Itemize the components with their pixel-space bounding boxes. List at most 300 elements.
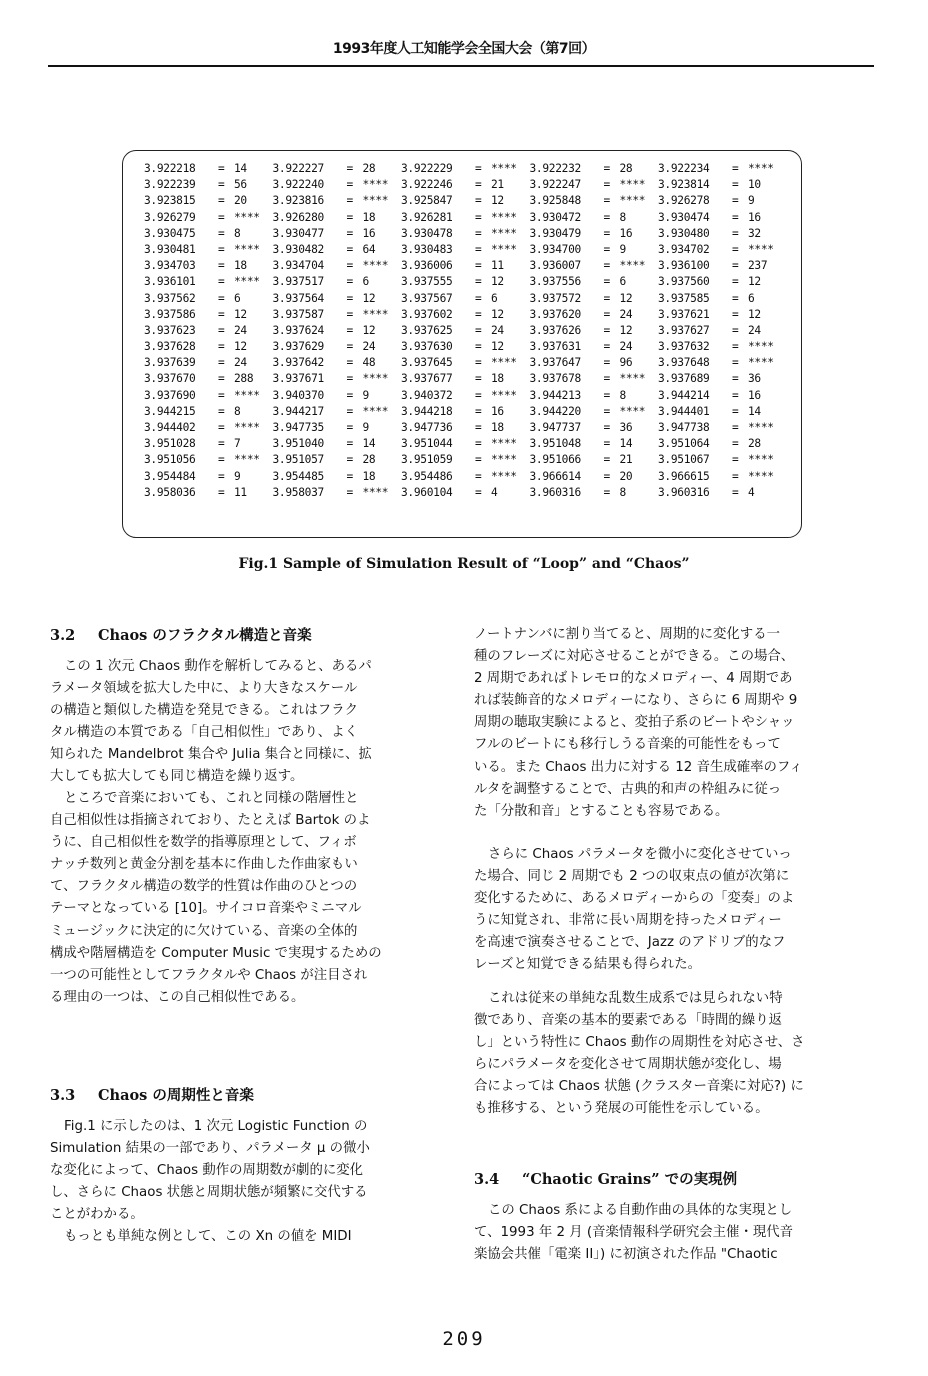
period-value: ****: [362, 485, 389, 499]
period-value: 4: [748, 485, 755, 499]
parameter-value: 3.937602: [401, 307, 453, 321]
parameter-value: 3.937624: [272, 323, 324, 337]
period-value: 28: [619, 162, 633, 175]
period-value: ****: [362, 178, 389, 192]
table-cell: [401, 226, 530, 242]
table-cell: [144, 210, 273, 226]
period-value: ****: [234, 210, 260, 224]
table-cell: [658, 274, 787, 290]
table-cell: [658, 388, 787, 404]
table-cell: [273, 388, 402, 404]
period-value: ****: [748, 356, 774, 370]
text-line: ことがわかる。: [50, 1207, 144, 1223]
parameter-value: 3.937625: [401, 323, 453, 337]
table-cell: [530, 388, 659, 404]
period-value: 6: [619, 275, 626, 289]
period-value: ****: [362, 307, 389, 321]
table-cell: [658, 469, 787, 485]
parameter-value: 3.944213: [529, 388, 581, 402]
table-cell: [401, 258, 530, 274]
parameter-value: 3.937648: [658, 356, 710, 370]
equals-sign: =: [218, 226, 225, 240]
table-cell: [144, 404, 273, 420]
parameter-value: 3.944218: [401, 404, 453, 418]
equals-sign: =: [732, 226, 739, 240]
period-value: 9: [748, 194, 755, 208]
table-cell: [530, 161, 659, 177]
equals-sign: =: [732, 275, 739, 289]
parameter-value: 3.944217: [272, 404, 324, 418]
table-cell: [401, 193, 530, 209]
table-cell: [658, 307, 787, 323]
table-cell: [401, 161, 530, 177]
period-value: 16: [362, 226, 376, 240]
table-cell: [273, 242, 402, 258]
equals-sign: =: [346, 307, 353, 321]
equals-sign: =: [218, 178, 225, 192]
table-cell: [530, 485, 659, 501]
period-value: 48: [362, 356, 376, 370]
period-value: 20: [234, 194, 247, 208]
table-cell: [658, 371, 787, 387]
equals-sign: =: [475, 485, 482, 499]
period-value: 24: [748, 323, 761, 337]
table-cell: [273, 436, 402, 452]
equals-sign: =: [603, 404, 610, 418]
equals-sign: =: [732, 242, 739, 256]
table-row: [144, 291, 787, 307]
paragraph: [474, 1200, 866, 1266]
parameter-value: 3.925848: [529, 194, 581, 208]
section-title: “Chaotic Grains” での実現例: [522, 1171, 738, 1188]
table-row: [144, 485, 787, 501]
table-cell: [144, 274, 273, 290]
table-cell: [658, 436, 787, 452]
equals-sign: =: [603, 291, 610, 305]
equals-sign: =: [346, 372, 353, 386]
equals-sign: =: [346, 388, 353, 402]
equals-sign: =: [346, 485, 353, 499]
period-value: ****: [619, 178, 646, 192]
table-cell: [530, 193, 659, 209]
table-cell: [658, 177, 787, 193]
parameter-value: 3.930482: [272, 242, 324, 256]
section-title: Chaos のフラクタル構造と音楽: [98, 627, 312, 644]
text-line: Fig.1 に示したのは、1 次元 Logistic Function の: [64, 1119, 368, 1134]
table-cell: [401, 452, 530, 468]
period-value: ****: [491, 162, 517, 175]
period-value: 16: [619, 226, 633, 240]
text-line: ルタを調整することで、古典的和声の枠組みに従っ: [474, 781, 782, 797]
table-cell: [273, 420, 402, 436]
table-cell: [144, 388, 273, 404]
paragraph-continued: [474, 624, 866, 823]
text-line: レーズと知覚できる結果も得られた。: [474, 957, 701, 973]
period-value: 11: [234, 485, 247, 499]
equals-sign: =: [218, 194, 225, 208]
equals-sign: =: [475, 194, 482, 208]
period-value: 36: [619, 421, 633, 434]
table-row: [144, 177, 787, 193]
table-cell: [144, 307, 273, 323]
parameter-value: 3.937678: [529, 372, 581, 386]
text-line: もっとも単純な例として、この Xn の値を MIDI: [64, 1229, 352, 1244]
table-row: [144, 469, 787, 485]
period-value: ****: [491, 356, 517, 370]
period-value: 12: [491, 340, 504, 354]
period-value: 12: [619, 291, 633, 305]
table-cell: [658, 485, 787, 501]
parameter-value: 3.930481: [144, 242, 196, 256]
equals-sign: =: [732, 323, 739, 337]
period-value: 96: [619, 356, 633, 370]
period-value: 12: [234, 340, 247, 354]
parameter-value: 3.947738: [658, 421, 710, 434]
equals-sign: =: [475, 210, 482, 224]
table-cell: [273, 177, 402, 193]
table-cell: [273, 210, 402, 226]
text-line: うに、自己相似性を数学的指導原理として、フィボ: [50, 835, 357, 851]
table-cell: [273, 469, 402, 485]
table-row: [144, 258, 787, 274]
parameter-value: 3.936006: [401, 259, 453, 273]
equals-sign: =: [475, 226, 482, 240]
equals-sign: =: [218, 307, 225, 321]
table-cell: [144, 193, 273, 209]
text-line: 自己相似性は指摘されており、たとえば Bartok のよ: [50, 813, 371, 829]
paragraph: [474, 844, 866, 977]
equals-sign: =: [218, 210, 225, 224]
table-cell: [401, 436, 530, 452]
table-cell: [273, 193, 402, 209]
period-value: 14: [362, 437, 376, 451]
period-value: 8: [619, 210, 626, 224]
text-line: さらに Chaos パラメータを微小に変化させていっ: [488, 847, 792, 862]
period-value: 24: [491, 323, 504, 337]
parameter-value: 3.951066: [529, 453, 581, 467]
equals-sign: =: [603, 242, 610, 256]
table-cell: [530, 177, 659, 193]
period-value: 18: [491, 372, 504, 386]
period-value: 12: [234, 307, 247, 321]
parameter-value: 3.937626: [529, 323, 581, 337]
equals-sign: =: [218, 291, 225, 305]
period-value: 28: [748, 437, 761, 451]
equals-sign: =: [603, 275, 610, 289]
parameter-value: 3.922227: [272, 162, 324, 175]
parameter-value: 3.947735: [272, 421, 324, 434]
table-cell: [530, 226, 659, 242]
equals-sign: =: [732, 453, 739, 467]
equals-sign: =: [346, 259, 353, 273]
equals-sign: =: [603, 437, 610, 451]
equals-sign: =: [346, 194, 353, 208]
table-row: [144, 355, 787, 371]
equals-sign: =: [218, 242, 225, 256]
equals-sign: =: [732, 162, 739, 175]
equals-sign: =: [603, 259, 610, 273]
table-cell: [530, 469, 659, 485]
table-cell: [144, 291, 273, 307]
parameter-value: 3.966614: [529, 469, 581, 483]
table-cell: [530, 355, 659, 371]
parameter-value: 3.937620: [529, 307, 581, 321]
paragraph: [50, 656, 442, 789]
parameter-value: 3.937645: [401, 356, 453, 370]
table-cell: [658, 291, 787, 307]
parameter-value: 3.944215: [144, 404, 196, 418]
equals-sign: =: [218, 323, 225, 337]
parameter-value: 3.934704: [272, 259, 324, 273]
equals-sign: =: [218, 421, 225, 434]
equals-sign: =: [732, 178, 739, 192]
equals-sign: =: [732, 404, 739, 418]
equals-sign: =: [218, 388, 225, 402]
equals-sign: =: [475, 259, 482, 273]
equals-sign: =: [475, 242, 482, 256]
parameter-value: 3.922240: [272, 178, 324, 192]
period-value: 16: [748, 210, 761, 224]
parameter-value: 3.922218: [144, 162, 196, 175]
text-line: いる。また Chaos 出力に対する 12 音生成確率のフィ: [474, 759, 803, 775]
table-cell: [530, 420, 659, 436]
period-value: ****: [362, 372, 389, 386]
table-cell: [144, 452, 273, 468]
text-line: の構造と類似した構造を発見できる。これはフラク: [50, 703, 358, 719]
parameter-value: 3.940370: [272, 388, 324, 402]
table-cell: [530, 258, 659, 274]
period-value: ****: [491, 210, 517, 224]
text-line: 合によっては Chaos 状態 (クラスター音楽に対応?) に: [474, 1079, 804, 1095]
period-value: 12: [491, 275, 504, 289]
text-line: うに知覚され、非常に長い周期を持ったメロディー: [474, 913, 782, 929]
parameter-value: 3.934700: [529, 242, 581, 256]
equals-sign: =: [732, 291, 739, 305]
equals-sign: =: [346, 453, 353, 467]
equals-sign: =: [603, 421, 610, 434]
equals-sign: =: [346, 242, 353, 256]
parameter-value: 3.922239: [144, 178, 196, 192]
period-value: 24: [362, 340, 376, 354]
text-line: 周期の聴取実験によると、変拍子系のビートやシャッ: [474, 715, 795, 731]
period-value: ****: [234, 388, 260, 402]
period-value: ****: [619, 372, 646, 386]
equals-sign: =: [346, 469, 353, 483]
equals-sign: =: [732, 210, 739, 224]
period-value: ****: [234, 242, 260, 256]
parameter-value: 3.937671: [272, 372, 324, 386]
table-cell: [273, 452, 402, 468]
parameter-value: 3.922232: [529, 162, 581, 175]
section-heading-3-2: [50, 624, 312, 645]
period-value: 6: [362, 275, 369, 289]
table-cell: [144, 258, 273, 274]
table-cell: [401, 420, 530, 436]
equals-sign: =: [603, 194, 610, 208]
equals-sign: =: [475, 178, 482, 192]
equals-sign: =: [603, 178, 610, 192]
parameter-value: 3.951040: [272, 437, 324, 451]
equals-sign: =: [346, 404, 353, 418]
period-value: ****: [234, 275, 260, 289]
text-line: 構成や階層構造を Computer Music で実現するための: [50, 945, 382, 961]
equals-sign: =: [218, 437, 225, 451]
parameter-value: 3.937572: [529, 291, 581, 305]
equals-sign: =: [603, 453, 610, 467]
parameter-value: 3.930475: [144, 226, 196, 240]
table-cell: [144, 242, 273, 258]
table-cell: [144, 420, 273, 436]
parameter-value: 3.954484: [144, 469, 196, 483]
table-cell: [401, 242, 530, 258]
table-row: [144, 404, 787, 420]
table-cell: [401, 291, 530, 307]
table-cell: [658, 258, 787, 274]
parameter-value: 3.937689: [658, 372, 710, 386]
equals-sign: =: [218, 356, 225, 370]
table-cell: [530, 274, 659, 290]
parameter-value: 3.960316: [658, 485, 710, 499]
period-value: ****: [491, 469, 517, 483]
text-line: ラメータ領域を拡大した中に、より大きなスケール: [50, 681, 358, 697]
parameter-value: 3.936100: [658, 259, 710, 273]
table-cell: [273, 355, 402, 371]
parameter-value: 3.937587: [272, 307, 324, 321]
parameter-value: 3.930477: [272, 226, 324, 240]
equals-sign: =: [732, 372, 739, 386]
table-cell: [144, 355, 273, 371]
equals-sign: =: [475, 404, 482, 418]
equals-sign: =: [603, 372, 610, 386]
equals-sign: =: [475, 388, 482, 402]
table-cell: [273, 258, 402, 274]
parameter-value: 3.925847: [401, 194, 453, 208]
period-value: 18: [362, 210, 376, 224]
table-row: [144, 161, 787, 177]
parameter-value: 3.937632: [658, 340, 710, 354]
simulation-result-table: [144, 161, 787, 501]
equals-sign: =: [218, 259, 225, 273]
period-value: 56: [234, 178, 247, 192]
period-value: ****: [362, 259, 389, 273]
parameter-value: 3.937517: [272, 275, 324, 289]
header-rule: [48, 65, 874, 67]
parameter-value: 3.926281: [401, 210, 453, 224]
period-value: 14: [619, 437, 633, 451]
parameter-value: 3.936007: [529, 259, 581, 273]
parameter-value: 3.930474: [658, 210, 710, 224]
text-line: この Chaos 系による自動作曲の具体的な実現とし: [488, 1203, 793, 1218]
period-value: 12: [748, 275, 761, 289]
table-cell: [658, 355, 787, 371]
equals-sign: =: [218, 404, 225, 418]
period-value: ****: [234, 421, 260, 434]
equals-sign: =: [732, 194, 739, 208]
period-value: 64: [362, 242, 376, 256]
text-line: ノートナンバに割り当てると、周期的に変化する一: [474, 627, 780, 642]
equals-sign: =: [346, 210, 353, 224]
parameter-value: 3.951064: [658, 437, 710, 451]
table-cell: [401, 177, 530, 193]
parameter-value: 3.937555: [401, 275, 453, 289]
parameter-value: 3.937647: [529, 356, 581, 370]
equals-sign: =: [475, 291, 482, 305]
table-row: [144, 436, 787, 452]
parameter-value: 3.937629: [272, 340, 324, 354]
equals-sign: =: [475, 275, 482, 289]
running-head: 1993年度人工知能学会全国大会（第7回）: [332, 41, 596, 57]
equals-sign: =: [346, 162, 353, 175]
table-cell: [273, 339, 402, 355]
period-value: ****: [748, 421, 774, 434]
table-cell: [144, 371, 273, 387]
text-line: ナッチ数列と黄金分割を基本に作曲した作曲家もい: [50, 857, 358, 873]
parameter-value: 3.934702: [658, 242, 710, 256]
table-row: [144, 307, 787, 323]
table-cell: [401, 210, 530, 226]
period-value: ****: [362, 404, 389, 418]
paragraph: [50, 1116, 442, 1226]
equals-sign: =: [603, 388, 610, 402]
period-value: 12: [362, 291, 376, 305]
parameter-value: 3.951028: [144, 437, 196, 451]
parameter-value: 3.937560: [658, 275, 710, 289]
period-value: ****: [491, 388, 517, 402]
table-cell: [401, 388, 530, 404]
period-value: 237: [748, 259, 768, 273]
parameter-value: 3.930480: [658, 226, 710, 240]
period-value: 12: [491, 194, 504, 208]
table-cell: [273, 404, 402, 420]
equals-sign: =: [475, 340, 482, 354]
table-cell: [401, 339, 530, 355]
period-value: 28: [362, 162, 376, 175]
table-row: [144, 193, 787, 209]
period-value: 6: [748, 291, 755, 305]
equals-sign: =: [475, 437, 482, 451]
table-cell: [658, 404, 787, 420]
text-line: る理由の一つは、この自己相似性である。: [50, 989, 305, 1005]
page-number: 209: [442, 1328, 486, 1350]
text-line: 変化するために、あるメロディーからの「変奏」のよ: [474, 891, 795, 907]
period-value: ****: [491, 437, 517, 451]
parameter-value: 3.951067: [658, 453, 710, 467]
period-value: 6: [234, 291, 241, 305]
parameter-value: 3.944214: [658, 388, 710, 402]
parameter-value: 3.937677: [401, 372, 453, 386]
table-row: [144, 339, 787, 355]
table-cell: [401, 274, 530, 290]
parameter-value: 3.951056: [144, 453, 196, 467]
text-line: この 1 次元 Chaos 動作を解析してみると、あるパ: [64, 659, 372, 674]
table-cell: [144, 436, 273, 452]
period-value: ****: [362, 194, 389, 208]
section-number: 3.4: [474, 1171, 500, 1188]
equals-sign: =: [732, 356, 739, 370]
text-line: 一つの可能性としてフラクタルや Chaos が注目され: [50, 967, 368, 983]
parameter-value: 3.940372: [401, 388, 453, 402]
text-line: 2 周期であればトレモロ的なメロディー、4 周期であ: [474, 671, 793, 687]
parameter-value: 3.937642: [272, 356, 324, 370]
parameter-value: 3.922234: [658, 162, 710, 175]
equals-sign: =: [218, 275, 225, 289]
table-cell: [658, 193, 787, 209]
table-cell: [273, 161, 402, 177]
period-value: 9: [234, 469, 241, 483]
text-line: テーマとなっている [10]。サイコロ音楽やミニマル: [50, 901, 362, 917]
table-cell: [530, 307, 659, 323]
table-cell: [658, 452, 787, 468]
